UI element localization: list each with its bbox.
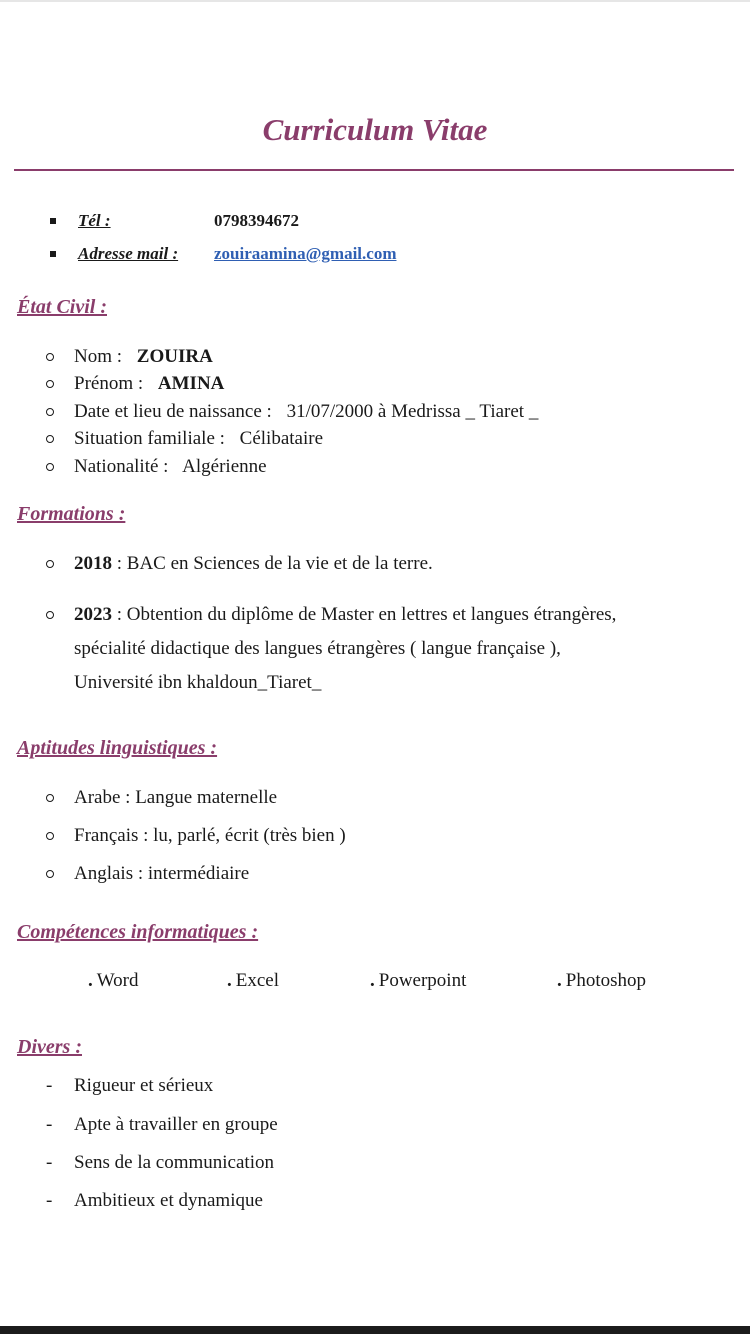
circle-bullet-icon	[46, 435, 54, 443]
dot-bullet: .	[88, 970, 93, 991]
langue-text: Arabe : Langue maternelle	[74, 787, 278, 808]
formation-year: 2023	[74, 604, 112, 625]
page-top-edge	[0, 0, 750, 2]
circle-bullet-icon	[46, 870, 54, 878]
langues-heading: Aptitudes linguistiques :	[17, 737, 218, 759]
formation-text-line-1: : Obtention du diplôme de Master en lettres et langues étrangères,	[116, 604, 617, 625]
phone-label: Tél :	[78, 211, 111, 230]
divers-text: Rigueur et sérieux	[74, 1075, 214, 1096]
square-bullet-icon	[50, 251, 56, 257]
email-link[interactable]: zouiraamina@gmail.com	[214, 244, 397, 263]
skill-excel	[227, 969, 279, 993]
item-value: 31/07/2000 à Medrissa _ Tiaret _	[286, 401, 539, 422]
divers-heading: Divers :	[17, 1036, 82, 1058]
informatique-heading: Compétences informatiques :	[17, 921, 259, 943]
divers-text: Apte à travailler en groupe	[74, 1114, 278, 1135]
item-label: Prénom :	[74, 373, 144, 394]
item-label: Nationalité :	[74, 456, 169, 477]
skill-photoshop	[557, 969, 646, 993]
square-bullet-icon	[50, 218, 56, 224]
title-divider	[14, 169, 734, 171]
screen-bottom-bar	[0, 1326, 750, 1334]
circle-bullet-icon	[46, 832, 54, 840]
etat-civil-heading: État Civil :	[17, 296, 107, 318]
divers-text: Sens de la communication	[74, 1152, 274, 1173]
email-label: Adresse mail :	[78, 244, 179, 263]
dash-bullet: -	[46, 1190, 53, 1211]
langue-text: Français : lu, parlé, écrit (très bien )	[74, 825, 346, 846]
dash-bullet: -	[46, 1152, 53, 1173]
formation-item-2018	[46, 547, 726, 581]
dot-bullet: .	[227, 970, 232, 991]
circle-bullet-icon	[46, 353, 54, 361]
divers-text: Ambitieux et dynamique	[74, 1190, 263, 1211]
skill-powerpoint	[370, 969, 466, 993]
formation-text: : BAC en Sciences de la vie et de la terre.	[116, 553, 433, 574]
skill-label: Word	[96, 970, 139, 991]
item-label: Situation familiale :	[74, 428, 225, 449]
dot-bullet: .	[557, 970, 562, 991]
item-value: AMINA	[157, 373, 225, 394]
skill-label: Photoshop	[565, 970, 646, 991]
skill-word	[88, 969, 139, 993]
skill-label: Excel	[235, 970, 280, 991]
item-value: Algérienne	[182, 456, 267, 477]
dash-bullet: -	[46, 1075, 53, 1096]
item-label: Nom :	[74, 346, 123, 367]
circle-bullet-icon	[46, 463, 54, 471]
circle-bullet-icon	[46, 380, 54, 388]
dash-bullet: -	[46, 1114, 53, 1135]
item-value: ZOUIRA	[136, 346, 213, 367]
skill-label: Powerpoint	[378, 970, 467, 991]
formation-text-line-2: spécialité didactique des langues étrangères ( langue française ),	[74, 638, 561, 659]
circle-bullet-icon	[46, 408, 54, 416]
item-label: Date et lieu de naissance :	[74, 401, 272, 422]
phone-value: 0798394672	[214, 211, 299, 230]
document-title: Curriculum Vitae	[262, 112, 488, 147]
formation-item-2023	[46, 598, 726, 700]
circle-bullet-icon	[46, 794, 54, 802]
formation-year: 2018	[74, 553, 112, 574]
langue-text: Anglais : intermédiaire	[74, 863, 250, 884]
dot-bullet: .	[370, 970, 375, 991]
formations-heading: Formations :	[17, 503, 126, 525]
item-value: Célibataire	[239, 428, 324, 449]
formation-text-line-3: Université ibn khaldoun_Tiaret_	[74, 672, 322, 693]
